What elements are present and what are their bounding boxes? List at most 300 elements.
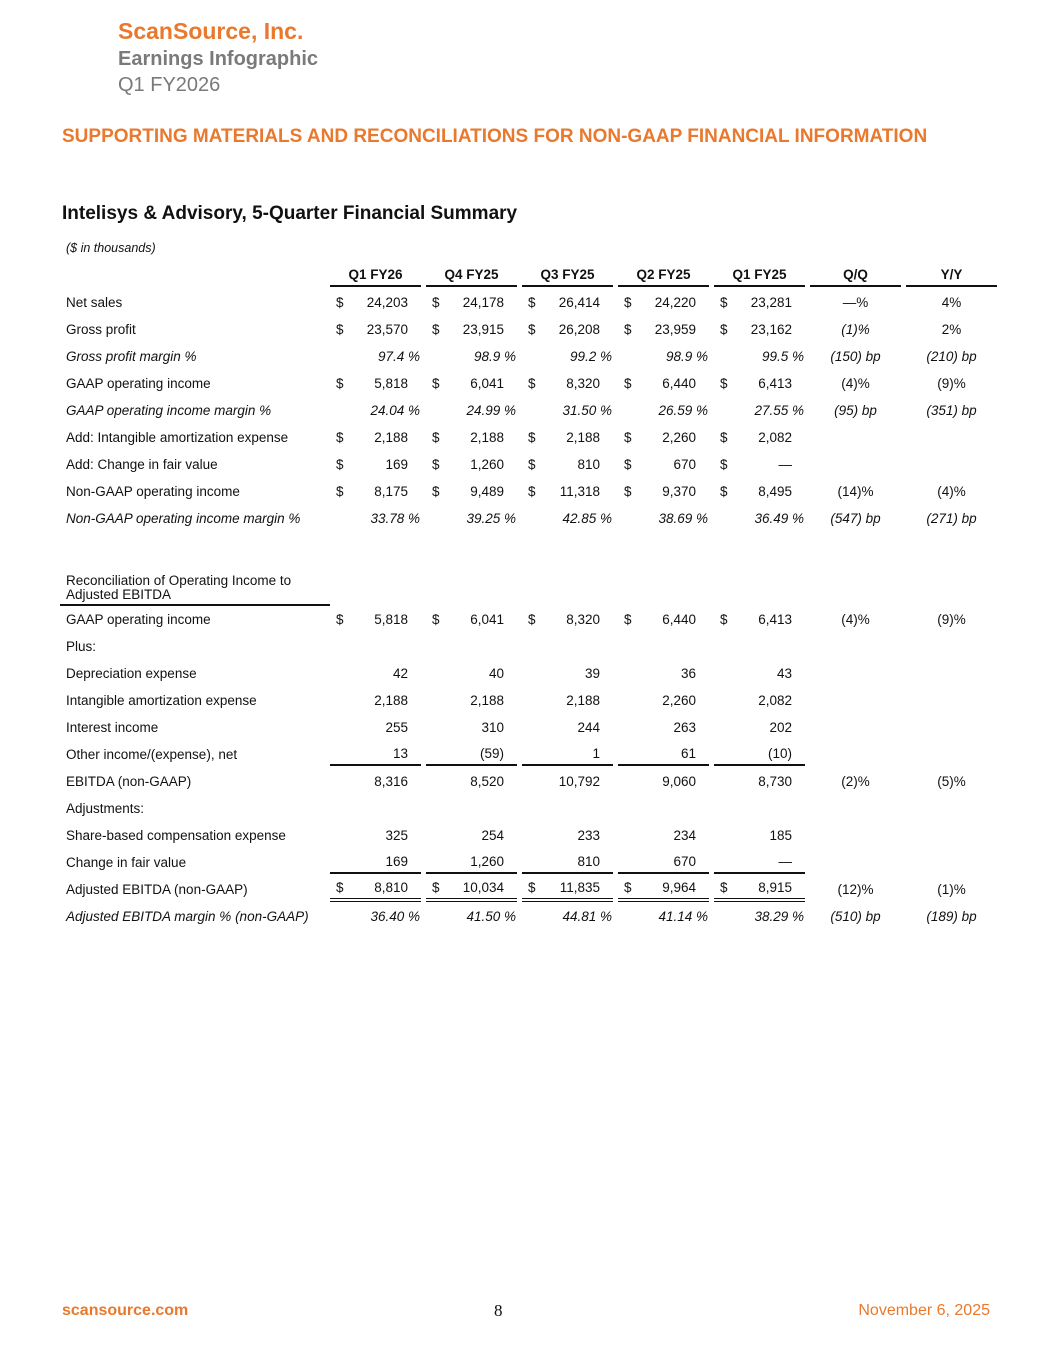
value-cell: [618, 849, 714, 876]
cell-value: 38.69 %: [658, 511, 708, 526]
column-header-label: Q3 FY25: [522, 264, 613, 287]
value-cell: [618, 768, 714, 795]
value-cell-box: [618, 373, 709, 394]
value-cell-box: [426, 319, 517, 340]
value-cell: [906, 633, 1002, 660]
value-cell-box: [906, 879, 997, 900]
value-cell: [618, 424, 714, 451]
value-cell-box: [618, 292, 709, 313]
value-cell-box: [906, 663, 997, 684]
value-cell-box: [330, 877, 421, 902]
dollar-sign: $: [624, 295, 632, 310]
dollar-sign: $: [336, 880, 344, 895]
table-row: [60, 633, 1002, 660]
table-row: [60, 768, 1002, 795]
value-cell-box: [618, 508, 709, 529]
value-cell: [426, 505, 522, 532]
row-label-cell: [60, 714, 330, 741]
value-cell-box: [330, 508, 421, 529]
value-cell: [714, 795, 810, 822]
footer-website-link[interactable]: scansource.com: [62, 1302, 189, 1319]
value-cell: [906, 687, 1002, 714]
row-label: Adjusted EBITDA margin % (non-GAAP): [66, 909, 309, 924]
cell-value: 234: [673, 828, 696, 843]
cell-value: 23,281: [750, 295, 792, 310]
value-cell-box: [810, 346, 901, 367]
table-row: [60, 397, 1002, 424]
cell-value: 23,570: [366, 322, 408, 337]
value-cell-box: [714, 717, 805, 738]
dollar-sign: $: [720, 295, 728, 310]
row-label: Gross profit: [66, 322, 136, 337]
value-cell-box: [330, 292, 421, 313]
cell-value: 33.78 %: [370, 511, 420, 526]
cell-value: 2,260: [662, 693, 696, 708]
value-cell: [906, 741, 1002, 768]
value-cell-box: [906, 576, 997, 597]
row-label: GAAP operating income: [66, 612, 211, 627]
value-cell: [810, 903, 906, 930]
value-cell: [330, 451, 426, 478]
cell-value: 42.85 %: [562, 511, 612, 526]
value-cell-box: [618, 481, 709, 502]
cell-value: 6,440: [662, 612, 696, 627]
table-row: [60, 566, 1002, 606]
dollar-sign: $: [720, 484, 728, 499]
dollar-sign: $: [336, 484, 344, 499]
value-cell-box: [618, 851, 709, 874]
value-cell: [618, 741, 714, 768]
value-cell: [330, 566, 426, 606]
value-cell: [906, 714, 1002, 741]
value-cell: [618, 343, 714, 370]
value-cell-box: [426, 851, 517, 874]
qoq-change: (1)%: [841, 322, 870, 337]
value-cell: [906, 343, 1002, 370]
cell-value: 26.59 %: [658, 403, 708, 418]
value-cell: [426, 903, 522, 930]
value-cell-box: [714, 508, 805, 529]
value-cell: [330, 505, 426, 532]
value-cell-box: [522, 481, 613, 502]
value-cell-box: [714, 798, 805, 819]
column-header-label: Y/Y: [906, 264, 997, 287]
value-cell: [810, 849, 906, 876]
dollar-sign: $: [624, 376, 632, 391]
value-cell-box: [426, 427, 517, 448]
value-cell-box: [714, 825, 805, 846]
value-cell-box: [426, 609, 517, 630]
value-cell-box: [714, 851, 805, 874]
row-label-cell: [60, 849, 330, 876]
row-label-cell: [60, 424, 330, 451]
cell-value: 810: [577, 854, 600, 869]
company-name: ScanSource, Inc.: [118, 18, 304, 44]
value-cell-box: [810, 373, 901, 394]
dollar-sign: $: [336, 376, 344, 391]
dollar-sign: $: [720, 880, 728, 895]
value-cell: [330, 633, 426, 660]
row-label: Share-based compensation expense: [66, 828, 286, 843]
yoy-change: (5)%: [937, 774, 966, 789]
value-cell: [810, 633, 906, 660]
cell-value: 254: [481, 828, 504, 843]
value-cell-box: [618, 346, 709, 367]
cell-value: 8,320: [566, 376, 600, 391]
cell-value: 61: [680, 746, 696, 761]
dollar-sign: $: [528, 612, 536, 627]
row-label-cell: [60, 316, 330, 343]
value-cell-box: [522, 576, 613, 597]
value-cell: [906, 606, 1002, 633]
value-cell-box: [810, 636, 901, 657]
dollar-sign: $: [336, 612, 344, 627]
value-cell-box: [330, 609, 421, 630]
value-cell: [618, 566, 714, 606]
yoy-change: 4%: [941, 295, 962, 310]
value-cell-box: [618, 798, 709, 819]
value-cell-box: [714, 319, 805, 340]
cell-value: 36.40 %: [370, 909, 420, 924]
value-cell: [522, 660, 618, 687]
dollar-sign: $: [624, 430, 632, 445]
value-cell-box: [522, 877, 613, 902]
value-cell-box: [906, 454, 997, 475]
cell-value: —: [778, 854, 792, 869]
value-cell: [330, 343, 426, 370]
value-cell: [810, 451, 906, 478]
cell-value: 8,320: [566, 612, 600, 627]
value-cell: [522, 478, 618, 505]
table-row: [60, 687, 1002, 714]
value-cell: [714, 768, 810, 795]
dollar-sign: $: [432, 322, 440, 337]
table-header-row: [60, 262, 1002, 289]
value-cell-box: [810, 798, 901, 819]
value-cell-box: [714, 576, 805, 597]
dollar-sign: $: [720, 612, 728, 627]
value-cell: [618, 316, 714, 343]
row-label: Add: Intangible amortization expense: [66, 430, 289, 445]
value-cell: [810, 289, 906, 316]
cell-value: 99.2 %: [569, 349, 612, 364]
value-cell-box: [618, 427, 709, 448]
cell-value: 8,175: [374, 484, 408, 499]
value-cell-box: [906, 636, 997, 657]
value-cell-box: [618, 690, 709, 711]
value-cell-box: [330, 851, 421, 874]
value-cell-box: [714, 609, 805, 630]
dollar-sign: $: [720, 457, 728, 472]
units-note: ($ in thousands): [66, 241, 156, 255]
cell-value: 2,188: [566, 693, 600, 708]
value-cell-box: [330, 373, 421, 394]
cell-value: 23,959: [654, 322, 696, 337]
yoy-change: (189) bp: [926, 909, 977, 924]
value-cell: [330, 316, 426, 343]
table-row: [60, 370, 1002, 397]
value-cell-box: [618, 743, 709, 766]
row-label-cell: [60, 795, 330, 822]
row-label: Gross profit margin %: [66, 349, 197, 364]
value-cell-box: [426, 825, 517, 846]
dollar-sign: $: [624, 457, 632, 472]
table-row: [60, 478, 1002, 505]
value-cell-box: [522, 319, 613, 340]
value-cell-box: [330, 454, 421, 475]
value-cell: [618, 633, 714, 660]
cell-value: 13: [392, 746, 408, 761]
value-cell: [426, 633, 522, 660]
value-cell: [330, 849, 426, 876]
value-cell: [522, 397, 618, 424]
row-label-cell: [60, 660, 330, 687]
value-cell-box: [906, 798, 997, 819]
cell-value: 24.04 %: [370, 403, 420, 418]
value-cell-box: [522, 690, 613, 711]
value-cell: [906, 424, 1002, 451]
value-cell-box: [522, 508, 613, 529]
row-label: GAAP operating income: [66, 376, 211, 391]
value-cell-box: [618, 636, 709, 657]
value-cell-box: [810, 906, 901, 927]
dollar-sign: $: [432, 612, 440, 627]
value-cell: [810, 343, 906, 370]
row-label-cell: [60, 451, 330, 478]
value-cell: [522, 714, 618, 741]
value-cell: [714, 687, 810, 714]
yoy-change: (271) bp: [926, 511, 977, 526]
value-cell-box: [810, 609, 901, 630]
value-cell-box: [906, 690, 997, 711]
value-cell-box: [810, 744, 901, 765]
value-cell: [714, 849, 810, 876]
value-cell: [714, 370, 810, 397]
value-cell: [810, 478, 906, 505]
value-cell-box: [714, 743, 805, 766]
cell-value: 99.5 %: [761, 349, 804, 364]
value-cell-box: [906, 292, 997, 313]
value-cell-box: [714, 663, 805, 684]
value-cell-box: [810, 879, 901, 900]
cell-value: 2,188: [470, 693, 504, 708]
value-cell: [906, 849, 1002, 876]
cell-value: 9,489: [470, 484, 504, 499]
value-cell: [810, 714, 906, 741]
value-cell-box: [906, 481, 997, 502]
value-cell: [330, 289, 426, 316]
value-cell-box: [618, 576, 709, 597]
cell-value: 185: [769, 828, 792, 843]
dollar-sign: $: [528, 322, 536, 337]
cell-value: 24.99 %: [466, 403, 516, 418]
dollar-sign: $: [624, 612, 632, 627]
cell-value: 8,810: [374, 880, 408, 895]
value-cell: [330, 478, 426, 505]
row-label: EBITDA (non-GAAP): [66, 774, 192, 789]
column-header-label: Q4 FY25: [426, 264, 517, 287]
cell-value: 31.50 %: [562, 403, 612, 418]
value-cell: [330, 822, 426, 849]
cell-value: 2,188: [374, 693, 408, 708]
value-cell-box: [810, 690, 901, 711]
cell-value: 2,188: [470, 430, 504, 445]
table-row: [60, 451, 1002, 478]
table-row: [60, 876, 1002, 903]
table-row: [60, 903, 1002, 930]
value-cell-box: [810, 319, 901, 340]
row-label-cell: [60, 566, 330, 606]
row-label: Adjusted EBITDA (non-GAAP): [66, 882, 248, 897]
row-label-cell: [60, 343, 330, 370]
value-cell-box: [330, 400, 421, 421]
cell-value: 2,188: [374, 430, 408, 445]
cell-value: 10,034: [462, 880, 504, 895]
cell-value: 27.55 %: [754, 403, 804, 418]
value-cell-box: [714, 771, 805, 792]
value-cell-box: [522, 825, 613, 846]
cell-value: 1,260: [470, 854, 504, 869]
fiscal-period: Q1 FY2026: [118, 74, 221, 96]
value-cell-box: [618, 400, 709, 421]
table-row: [60, 343, 1002, 370]
column-header: [906, 262, 1002, 289]
value-cell-box: [810, 454, 901, 475]
dollar-sign: $: [432, 295, 440, 310]
value-cell-box: [714, 877, 805, 902]
value-cell-box: [810, 400, 901, 421]
row-label-cell: [60, 633, 330, 660]
value-cell: [618, 687, 714, 714]
value-cell-box: [426, 576, 517, 597]
value-cell: [714, 633, 810, 660]
qoq-change: (510) bp: [830, 909, 881, 924]
value-cell-box: [714, 292, 805, 313]
value-cell: [426, 768, 522, 795]
cell-value: 11,318: [559, 484, 600, 499]
value-cell-box: [522, 609, 613, 630]
value-cell-box: [810, 717, 901, 738]
cell-value: 38.29 %: [754, 909, 804, 924]
cell-value: 9,060: [662, 774, 696, 789]
row-label-cell: [60, 289, 330, 316]
value-cell: [714, 606, 810, 633]
cell-value: 2,082: [758, 430, 792, 445]
value-cell-box: [906, 771, 997, 792]
value-cell-box: [426, 400, 517, 421]
value-cell: [522, 795, 618, 822]
value-cell: [426, 660, 522, 687]
cell-value: 5,818: [374, 612, 408, 627]
value-cell-box: [522, 373, 613, 394]
value-cell-box: [906, 852, 997, 873]
value-cell-box: [618, 663, 709, 684]
value-cell: [714, 289, 810, 316]
cell-value: 263: [673, 720, 696, 735]
row-label: Plus:: [66, 639, 97, 654]
row-label: Non-GAAP operating income margin %: [66, 511, 301, 526]
row-label: Net sales: [66, 295, 123, 310]
value-cell: [906, 903, 1002, 930]
value-cell-box: [522, 906, 613, 927]
row-label-cell: [60, 370, 330, 397]
value-cell-box: [330, 690, 421, 711]
value-cell-box: [330, 906, 421, 927]
value-cell: [810, 370, 906, 397]
value-cell: [426, 451, 522, 478]
value-cell-box: [522, 798, 613, 819]
cell-value: 1,260: [470, 457, 504, 472]
value-cell-box: [618, 771, 709, 792]
value-cell: [618, 606, 714, 633]
value-cell-box: [810, 292, 901, 313]
value-cell-box: [906, 373, 997, 394]
cell-value: 2,260: [662, 430, 696, 445]
cell-value: 42: [392, 666, 408, 681]
cell-value: 670: [673, 854, 696, 869]
table-row: [60, 505, 1002, 532]
dollar-sign: $: [528, 376, 536, 391]
value-cell: [426, 478, 522, 505]
column-header: [426, 262, 522, 289]
value-cell-box: [618, 319, 709, 340]
cell-value: 24,203: [366, 295, 408, 310]
value-cell: [618, 795, 714, 822]
dollar-sign: $: [624, 484, 632, 499]
cell-value: 26,414: [558, 295, 600, 310]
dollar-sign: $: [528, 457, 536, 472]
dollar-sign: $: [432, 484, 440, 499]
cell-value: 244: [577, 720, 600, 735]
value-cell: [522, 822, 618, 849]
cell-value: 9,964: [662, 880, 696, 895]
value-cell-box: [714, 400, 805, 421]
value-cell: [426, 741, 522, 768]
value-cell: [906, 397, 1002, 424]
value-cell: [426, 289, 522, 316]
value-cell-box: [330, 771, 421, 792]
value-cell: [426, 687, 522, 714]
value-cell: [906, 795, 1002, 822]
row-label: Adjustments:: [66, 801, 145, 816]
table-row: [60, 316, 1002, 343]
cell-value: 8,316: [374, 774, 408, 789]
spacer-row: [60, 532, 1002, 566]
value-cell-box: [426, 717, 517, 738]
row-label-cell: [60, 822, 330, 849]
qoq-change: (547) bp: [830, 511, 881, 526]
cell-value: 10,792: [558, 774, 600, 789]
row-label: Intangible amortization expense: [66, 693, 257, 708]
value-cell-box: [426, 292, 517, 313]
value-cell-box: [426, 906, 517, 927]
value-cell: [330, 660, 426, 687]
cell-value: 36.49 %: [754, 511, 804, 526]
cell-value: 310: [481, 720, 504, 735]
column-header: [618, 262, 714, 289]
value-cell: [906, 566, 1002, 606]
cell-value: 6,041: [470, 612, 504, 627]
value-cell: [714, 451, 810, 478]
value-cell: [810, 768, 906, 795]
cell-value: 41.14 %: [658, 909, 708, 924]
value-cell-box: [426, 373, 517, 394]
dollar-sign: $: [720, 376, 728, 391]
value-cell: [714, 478, 810, 505]
cell-value: 43: [776, 666, 792, 681]
dollar-sign: $: [336, 457, 344, 472]
value-cell-box: [426, 481, 517, 502]
